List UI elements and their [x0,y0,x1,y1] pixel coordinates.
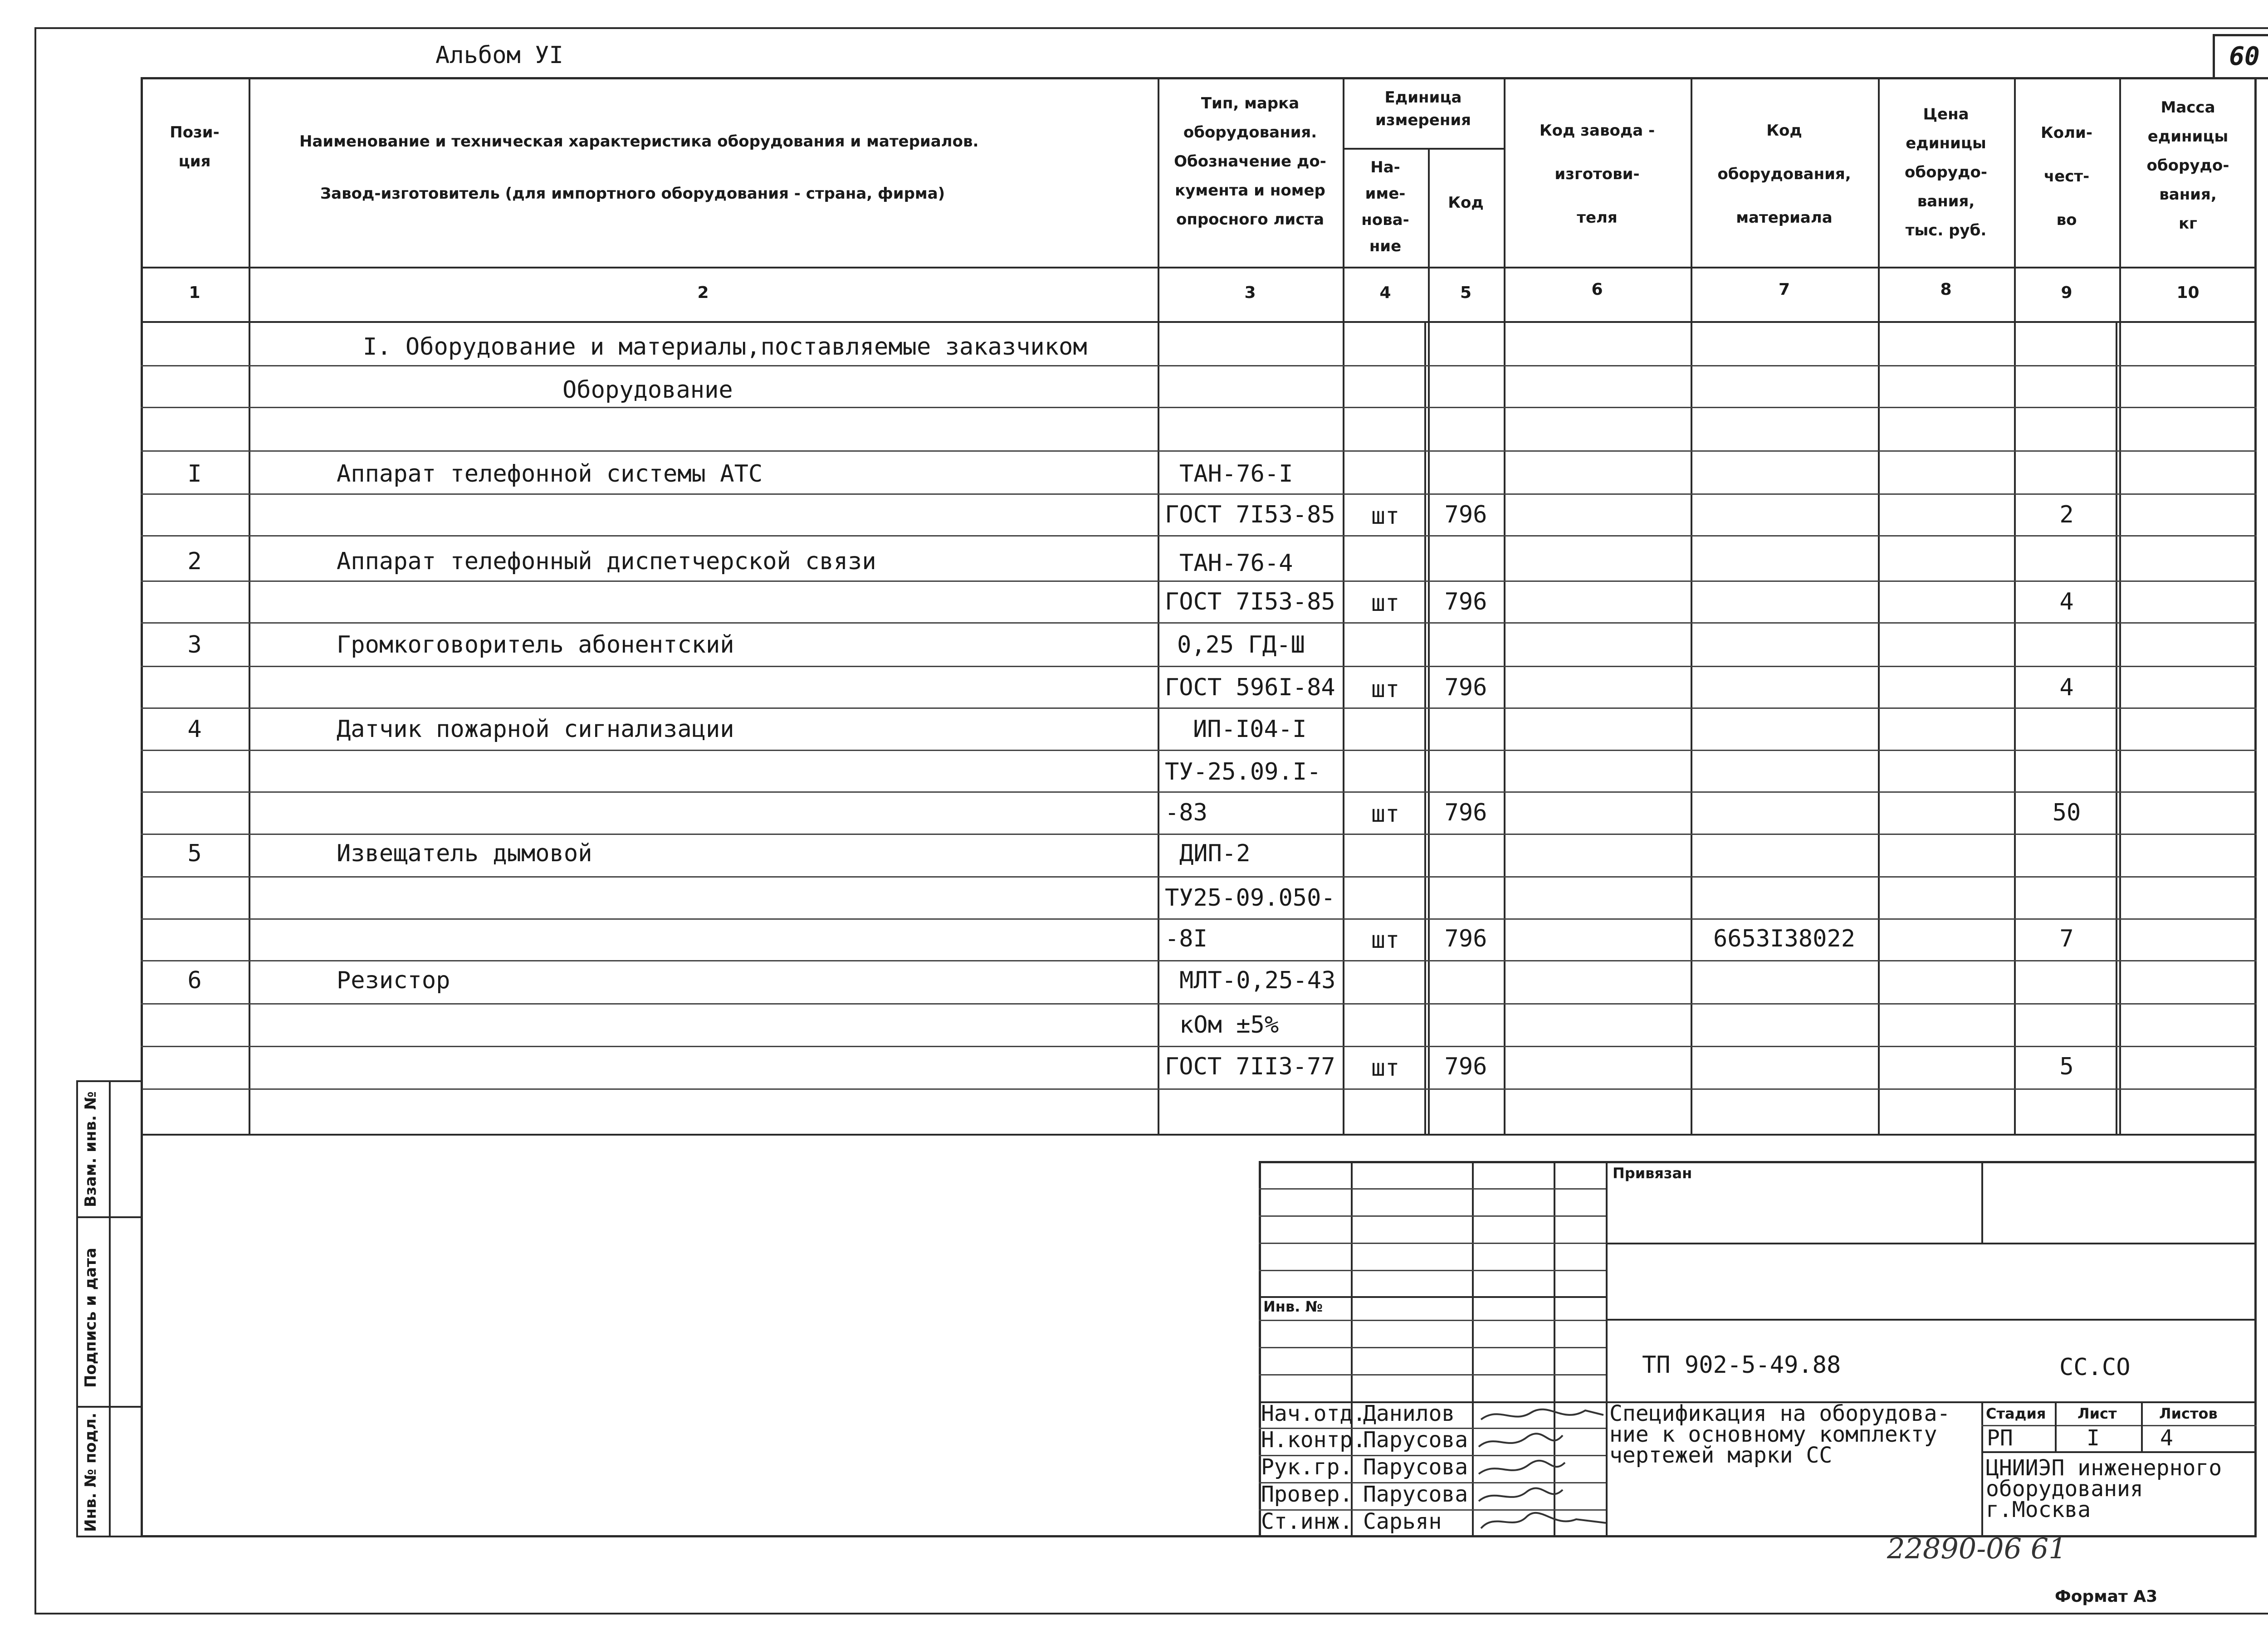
signer1-role: Нач.отд. [1261,1401,1366,1426]
col2-header-line1: Наименование и техническая характеристика оборудования и материалов. [299,132,979,151]
row13-name: Резистор [337,967,450,994]
signer2-name: Парусова [1363,1427,1468,1453]
row8-type: ТУ-25.09.I- [1165,758,1321,785]
row12-qty: 7 [2059,925,2074,952]
signer2-role: Н.контр. [1261,1427,1366,1453]
row7-type: ИП-I04-I [1193,716,1307,743]
col1-header: Пози- ция [170,123,220,171]
col-num-3: 3 [1244,283,1256,302]
privyazan-label: Привязан [1613,1165,1692,1182]
row15-code: 796 [1444,1053,1487,1080]
col9-header: Коли- чест- во [2041,124,2092,229]
col10-header: Масса единицы оборудо- вания, кг [2146,98,2229,233]
row6-unit: шт [1371,676,1400,703]
row12-unit: шт [1371,927,1400,954]
row2-qty: 2 [2059,501,2074,528]
col6-header: Код завода - изготови- теля [1539,122,1655,227]
row9-code: 796 [1444,799,1487,826]
row14-type: кОм ±5% [1179,1011,1279,1039]
signer4-role: Провер. [1261,1482,1353,1507]
org-line2: оборудования [1986,1476,2143,1502]
doc-code: ТП 902-5-49.88 [1642,1351,1841,1379]
row6-type: ГОСТ 596I-84 [1165,674,1335,701]
col-num-9: 9 [2061,283,2072,302]
row5-pos: 3 [187,631,202,658]
signer5-role: Ст.инж. [1261,1509,1353,1534]
row1-type: ТАН-76-I [1179,460,1293,488]
subsection-title: Оборудование [562,376,733,404]
row13-type: МЛТ-0,25-43 [1179,967,1336,994]
row6-qty: 4 [2059,674,2074,701]
row1-pos: I [187,460,202,488]
row5-type: 0,25 ГД-Ш [1177,631,1305,658]
sheets-label: Листов [2159,1405,2218,1422]
side-signature-date: Подпись и дата [82,1248,100,1388]
hdr-bottom-line [141,267,2257,268]
stage-value: РП [1987,1425,2013,1451]
col-line-2 [1158,77,1159,1134]
row11-type: ТУ25-09.050- [1165,884,1335,912]
col2-header-line2: Завод-изготовитель (для импортного оборудования - страна, фирма) [320,185,945,203]
row15-type: ГОСТ 7II3-77 [1165,1053,1335,1080]
album-label: Альбом УI [435,42,563,69]
table-end-line [141,1134,2257,1136]
row3-type: ТАН-76-4 [1179,550,1293,577]
row4-unit: шт [1371,590,1400,617]
col-num-6: 6 [1591,280,1603,299]
org-line1: ЦНИИЭП инженерного [1986,1455,2222,1481]
sheets-value: 4 [2160,1425,2173,1451]
col-line-4b [1424,322,1426,1134]
col-num-5: 5 [1460,283,1472,302]
side-inv-vzam: Взам. инв. № [82,1091,100,1207]
col-num-2: 2 [697,283,709,302]
inv-no-label: Инв. № [1263,1298,1323,1315]
row10-type: ДИП-2 [1179,840,1251,867]
row4-type: ГОСТ 7I53-85 [1165,588,1335,615]
org-line3: г.Москва [1986,1497,2091,1522]
col3-header: Тип, марка оборудования. Обозначение до- кумента и номер опросного листа [1174,94,1326,229]
col-line-1 [249,77,250,1134]
row7-pos: 4 [187,716,202,743]
row5-name: Громкоговоритель абонентский [337,631,734,658]
section-title: I. Оборудование и материалы,поставляемые заказчиком [363,333,1087,361]
col-num-10: 10 [2176,283,2200,302]
row7-name: Датчик пожарной сигнализации [337,716,734,743]
row2-type: ГОСТ 7I53-85 [1165,501,1335,528]
page-number: 60 [2229,42,2260,71]
signatures-image [1472,1401,1608,1537]
signer3-name: Парусова [1363,1454,1468,1480]
col4-header: На- име- нова- ние [1361,158,1409,255]
row12-code: 796 [1444,925,1487,952]
num-bottom-line [141,321,2257,323]
col-num-8: 8 [1940,280,1952,299]
row9-type: -83 [1165,799,1207,826]
row2-unit: шт [1371,502,1400,530]
row13-pos: 6 [187,967,202,994]
hdr-sub-line [1343,148,1504,150]
signer4-name: Парусова [1363,1482,1468,1507]
col5-header: Код [1448,194,1484,212]
col7-header: Код оборудования, материала [1717,122,1851,227]
stage-label: Стадия [1986,1405,2046,1422]
row6-code: 796 [1444,674,1487,701]
side-inv-podl: Инв. № подл. [82,1412,100,1532]
row12-material-code: 6653I38022 [1713,925,1856,952]
row10-pos: 5 [187,840,202,867]
description-line1: Спецификация на оборудова- [1609,1401,1950,1426]
row9-unit: шт [1371,800,1400,828]
row12-type: -8I [1165,925,1207,952]
row4-code: 796 [1444,588,1487,615]
row2-code: 796 [1444,501,1487,528]
row3-pos: 2 [187,548,202,575]
col-line-9b [2116,322,2117,1134]
col-num-7: 7 [1778,280,1790,299]
col8-header: Цена единицы оборудо- вания, тыс. руб. [1905,105,1987,239]
col-num-1: 1 [189,283,200,302]
row4-qty: 4 [2059,588,2074,615]
row1-name: Аппарат телефонной системы АТС [337,460,763,488]
row10-name: Извещатель дымовой [337,840,592,867]
description-line3: чертежей марки СС [1609,1443,1833,1468]
signer1-name: Данилов [1363,1401,1455,1426]
sheet-value: I [2087,1425,2100,1451]
row15-unit: шт [1371,1054,1400,1082]
signer5-name: Сарьян [1363,1509,1442,1534]
row9-qty: 50 [2052,799,2081,826]
signer3-role: Рук.гр. [1261,1454,1353,1480]
bottom-number: 22890-06 61 [1887,1532,2067,1565]
col-num-4: 4 [1379,283,1391,302]
row15-qty: 5 [2059,1053,2074,1080]
format-label: Формат А3 [2055,1587,2158,1606]
description-line2: ние к основному комплекту [1609,1422,1937,1447]
col4-group-header: Единица измерения [1375,88,1471,129]
row3-name: Аппарат телефонный диспетчерской связи [337,548,876,575]
doc-mark: СС.СО [2059,1354,2131,1381]
sheet-label: Лист [2077,1405,2117,1422]
